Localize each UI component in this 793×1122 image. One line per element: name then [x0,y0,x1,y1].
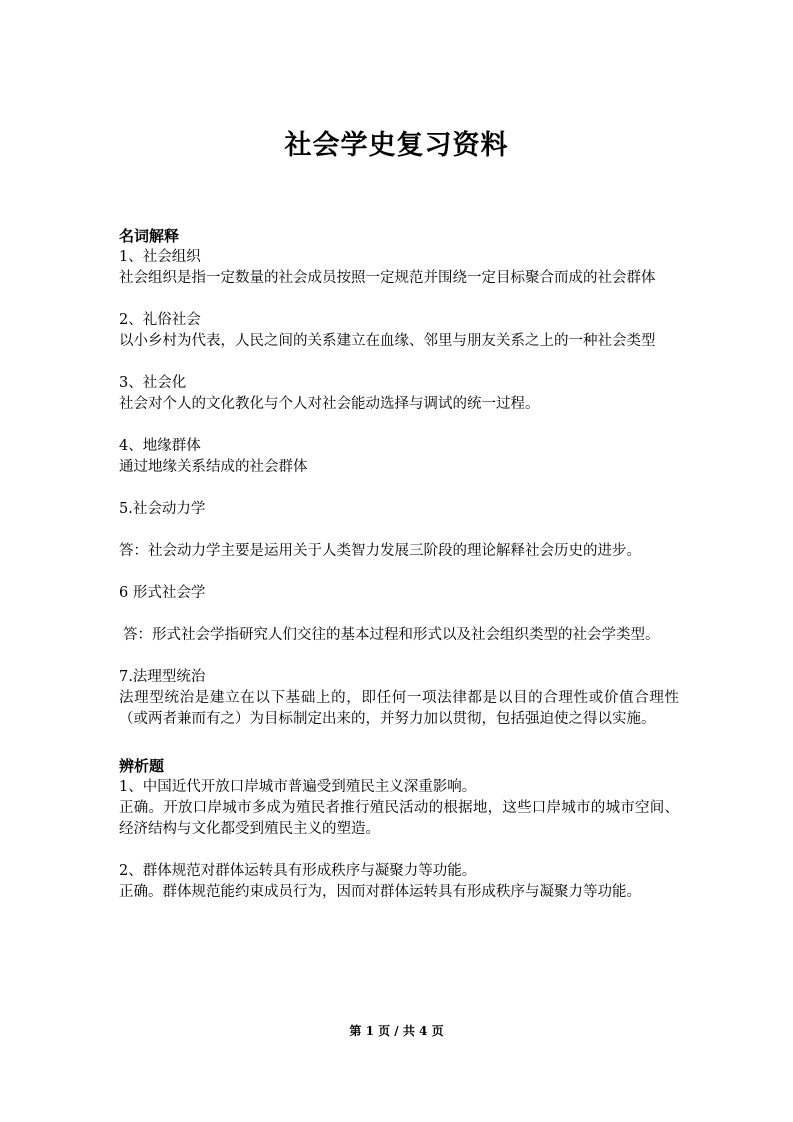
analysis-statement: 1、中国近代开放口岸城市普遍受到殖民主义深重影响。 [119,779,477,795]
term-definition: 社会对个人的文化教化与个人对社会能动选择与调试的统一过程。 [119,396,540,412]
document-title: 社会学史复习资料 [284,130,509,161]
term-item [119,667,679,730]
term-definition: 通过地缘关系结成的社会群体 [119,459,308,475]
term-label: 4、地缘群体 [119,438,201,454]
term-definition: 以小乡村为代表，人民之间的关系建立在血缘、邻里与朋友关系之上的一种社会类型 [119,333,656,349]
analysis-item [119,861,679,903]
term-label: 3、社会化 [119,375,187,391]
section-heading-terms: 名词解释 [119,227,180,245]
term-item [119,436,679,478]
term-item [119,583,679,646]
term-item [119,247,679,289]
analysis-statement: 2、群体规范对群体运转具有形成秩序与凝聚力等功能。 [119,863,477,879]
term-item [119,499,679,562]
analysis-answer: 正确。群体规范能约束成员行为，因而对群体运转具有形成秩序与凝聚力等功能。 [119,884,641,900]
term-item [119,310,679,352]
term-definition: 答：社会动力学主要是运用关于人类智力发展三阶段的理论解释社会历史的进步。 [119,543,641,559]
document-body [119,226,679,903]
term-label: 1、社会组织 [119,249,201,265]
section-heading-analysis: 辨析题 [119,757,165,775]
term-label: 7.法理型统治 [119,669,206,685]
term-label: 2、礼俗社会 [119,312,201,328]
term-definition: 法理型统治是建立在以下基础上的，即任何一项法律都是以目的合理性或价值合理性（或两者兼而有之）为目标制定出来的，并努力加以贯彻，包括强迫使之得以实施。 [119,690,679,727]
term-definition: 答：形式社会学指研究人们交往的基本过程和形式以及社会组织类型的社会学类型。 [123,627,660,643]
analysis-answer: 正确。开放口岸城市多成为殖民者推行殖民活动的根据地，这些口岸城市的城市空间、经济结构与文化都受到殖民主义的塑造。 [119,800,679,837]
analysis-item [119,777,679,840]
term-definition: 社会组织是指一定数量的社会成员按照一定规范并围绕一定目标聚合而成的社会群体 [119,270,656,286]
term-label: 6 形式社会学 [119,585,206,601]
term-item [119,373,679,415]
page-footer: 第 1 页 / 共 4 页 [349,1024,444,1038]
term-label: 5.社会动力学 [119,501,206,517]
